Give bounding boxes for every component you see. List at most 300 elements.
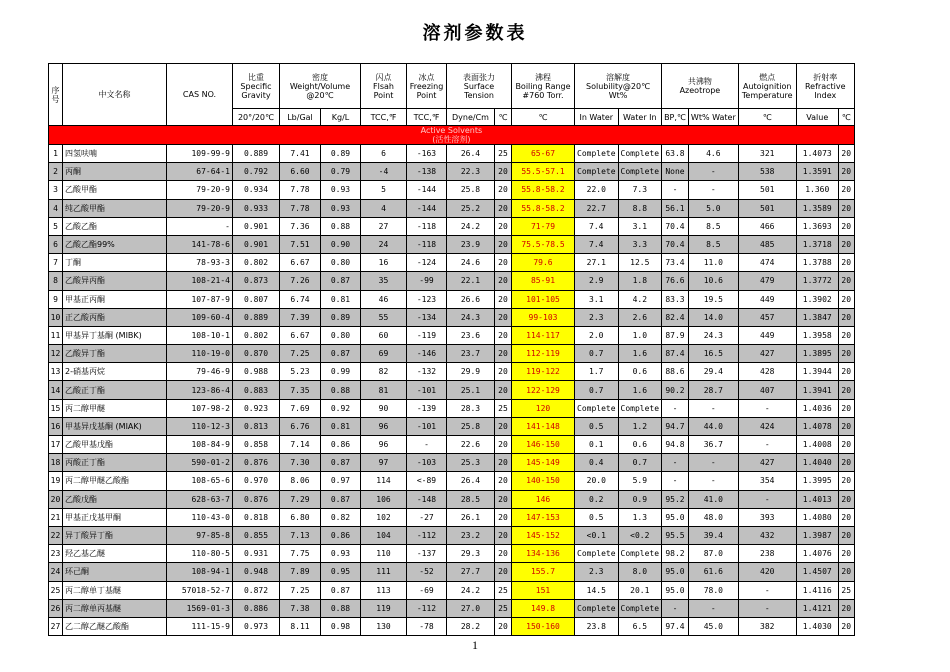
row-surface-tension-temp: 20: [495, 490, 512, 508]
row-name: 乙酸甲酯: [63, 181, 167, 199]
row-boiling-range: 155.7: [512, 563, 575, 581]
row-index: 22: [49, 526, 63, 544]
row-name: 乙酸正丁酯: [63, 381, 167, 399]
row-flash-point: 130: [361, 617, 407, 635]
row-azeotrope-wt: 41.0: [688, 490, 738, 508]
row-boiling-range: 75.5-78.5: [512, 235, 575, 253]
row-autoignition: 501: [738, 181, 796, 199]
row-water-in: 1.2: [618, 417, 662, 435]
row-lb-gal: 7.25: [280, 581, 321, 599]
row-name: 甲基正戊基甲酮: [63, 508, 167, 526]
row-specific-gravity: 0.901: [233, 235, 280, 253]
row-specific-gravity: 0.923: [233, 399, 280, 417]
row-index: 17: [49, 436, 63, 454]
header-index: 序号: [49, 64, 63, 126]
unit-sg: 20°/20℃: [233, 109, 280, 126]
row-surface-tension-temp: 20: [495, 290, 512, 308]
row-kg-l: 0.88: [321, 599, 361, 617]
row-refractive-temp: 20: [838, 472, 854, 490]
unit-surface-tension-temp: ℃: [495, 109, 512, 126]
row-azeotrope-wt: 24.3: [688, 326, 738, 344]
row-boiling-range: 146-150: [512, 436, 575, 454]
row-water-in: 0.7: [618, 454, 662, 472]
row-solubility-in-water: Complete: [575, 145, 619, 163]
row-name: 乙酸戊酯: [63, 490, 167, 508]
row-refractive-value: 1.3847: [796, 308, 838, 326]
row-flash-point: 96: [361, 436, 407, 454]
row-azeotrope-wt: -: [688, 399, 738, 417]
row-freezing-point: -132: [407, 363, 447, 381]
row-surface-tension: 27.7: [447, 563, 495, 581]
row-water-in: 12.5: [618, 254, 662, 272]
row-boiling-range: 55.8-58.2: [512, 181, 575, 199]
row-solubility-in-water: 3.1: [575, 290, 619, 308]
row-refractive-temp: 20: [838, 399, 854, 417]
row-name: 纯乙酸甲酯: [63, 199, 167, 217]
row-autoignition: 457: [738, 308, 796, 326]
row-kg-l: 0.90: [321, 235, 361, 253]
row-azeotrope-wt: 28.7: [688, 381, 738, 399]
row-refractive-temp: 20: [838, 308, 854, 326]
row-solubility-in-water: 2.3: [575, 308, 619, 326]
row-solubility-in-water: Complete: [575, 599, 619, 617]
row-water-in: <0.2: [618, 526, 662, 544]
table-row: [49, 272, 855, 290]
row-boiling-range: 101-105: [512, 290, 575, 308]
row-lb-gal: 7.78: [280, 181, 321, 199]
row-solubility-in-water: 0.1: [575, 436, 619, 454]
row-water-in: Complete: [618, 545, 662, 563]
row-boiling-range: 140-150: [512, 472, 575, 490]
row-cas: 123-86-4: [167, 381, 233, 399]
header-density: 密度 Weight/Volume @20℃: [280, 64, 361, 109]
row-lb-gal: 7.38: [280, 599, 321, 617]
row-boiling-range: 145-149: [512, 454, 575, 472]
row-refractive-value: 1.3718: [796, 235, 838, 253]
row-boiling-range: 119-122: [512, 363, 575, 381]
row-boiling-range: 55.8-58.2: [512, 199, 575, 217]
row-flash-point: 16: [361, 254, 407, 272]
table-row: [49, 145, 855, 163]
row-name: 丙二醇甲醚乙酸酯: [63, 472, 167, 490]
row-solubility-in-water: 27.1: [575, 254, 619, 272]
row-freezing-point: -99: [407, 272, 447, 290]
row-boiling-range: 99-103: [512, 308, 575, 326]
row-specific-gravity: 0.988: [233, 363, 280, 381]
row-name: 乙酸异丁酯: [63, 345, 167, 363]
row-autoignition: 427: [738, 345, 796, 363]
row-flash-point: 106: [361, 490, 407, 508]
row-kg-l: 0.93: [321, 545, 361, 563]
header-solubility: 溶解度 Solubility@20℃ Wt%: [575, 64, 662, 109]
row-azeotrope-wt: -: [688, 163, 738, 181]
row-water-in: 0.6: [618, 363, 662, 381]
row-refractive-value: 1.3895: [796, 345, 838, 363]
row-surface-tension-temp: 20: [495, 326, 512, 344]
row-freezing-point: -: [407, 436, 447, 454]
row-solubility-in-water: 20.0: [575, 472, 619, 490]
row-kg-l: 0.87: [321, 345, 361, 363]
row-surface-tension: 24.2: [447, 217, 495, 235]
row-surface-tension: 25.3: [447, 454, 495, 472]
row-lb-gal: 7.26: [280, 272, 321, 290]
row-refractive-temp: 20: [838, 436, 854, 454]
row-azeotrope-bp: 97.4: [662, 617, 689, 635]
row-refractive-temp: 20: [838, 235, 854, 253]
row-index: 7: [49, 254, 63, 272]
unit-freezing-point: TCC,℉: [407, 109, 447, 126]
row-water-in: 0.9: [618, 490, 662, 508]
row-refractive-value: 1.4080: [796, 508, 838, 526]
row-surface-tension: 25.2: [447, 199, 495, 217]
row-index: 21: [49, 508, 63, 526]
row-freezing-point: -144: [407, 181, 447, 199]
row-freezing-point: -118: [407, 235, 447, 253]
section-row: [49, 126, 855, 145]
row-index: 25: [49, 581, 63, 599]
row-surface-tension: 26.1: [447, 508, 495, 526]
row-kg-l: 0.93: [321, 181, 361, 199]
row-surface-tension-temp: 20: [495, 381, 512, 399]
row-cas: 107-98-2: [167, 399, 233, 417]
row-cas: 628-63-7: [167, 490, 233, 508]
row-boiling-range: 150-160: [512, 617, 575, 635]
row-name: 乙二醇乙醚乙酸酯: [63, 617, 167, 635]
row-azeotrope-bp: 73.4: [662, 254, 689, 272]
row-refractive-value: 1.360: [796, 181, 838, 199]
row-freezing-point: -134: [407, 308, 447, 326]
row-surface-tension-temp: 20: [495, 617, 512, 635]
row-refractive-value: 1.4040: [796, 454, 838, 472]
row-solubility-in-water: 2.0: [575, 326, 619, 344]
row-specific-gravity: 0.933: [233, 199, 280, 217]
row-water-in: 3.3: [618, 235, 662, 253]
row-specific-gravity: 0.872: [233, 581, 280, 599]
row-freezing-point: -123: [407, 290, 447, 308]
row-surface-tension-temp: 20: [495, 417, 512, 435]
row-refractive-temp: 20: [838, 217, 854, 235]
row-specific-gravity: 0.934: [233, 181, 280, 199]
row-azeotrope-bp: -: [662, 472, 689, 490]
row-flash-point: 113: [361, 581, 407, 599]
row-autoignition: -: [738, 436, 796, 454]
row-refractive-temp: 20: [838, 381, 854, 399]
unit-flash-point: TCC,℉: [361, 109, 407, 126]
row-kg-l: 0.80: [321, 254, 361, 272]
table-row: [49, 545, 855, 563]
header-azeotrope: 共沸物 Azeotrope: [662, 64, 739, 109]
row-solubility-in-water: 7.4: [575, 217, 619, 235]
row-solubility-in-water: 0.4: [575, 454, 619, 472]
row-specific-gravity: 0.802: [233, 326, 280, 344]
row-surface-tension: 23.2: [447, 526, 495, 544]
row-water-in: 7.3: [618, 181, 662, 199]
row-name: 2-硝基丙烷: [63, 363, 167, 381]
row-index: 2: [49, 163, 63, 181]
row-azeotrope-bp: 94.7: [662, 417, 689, 435]
row-autoignition: 427: [738, 454, 796, 472]
row-name: 丙二醇单丙基醚: [63, 599, 167, 617]
row-kg-l: 0.88: [321, 381, 361, 399]
row-surface-tension-temp: 25: [495, 599, 512, 617]
row-freezing-point: -69: [407, 581, 447, 599]
header-flash-point: 闪点 Flsah Point: [361, 64, 407, 109]
row-cas: 79-46-9: [167, 363, 233, 381]
row-cas: -: [167, 217, 233, 235]
row-lb-gal: 6.60: [280, 163, 321, 181]
unit-surface-tension: Dyne/Cm: [447, 109, 495, 126]
row-solubility-in-water: 0.7: [575, 381, 619, 399]
row-azeotrope-bp: 95.0: [662, 581, 689, 599]
row-name: 乙酸乙酯99%: [63, 235, 167, 253]
row-surface-tension-temp: 20: [495, 199, 512, 217]
row-index: 12: [49, 345, 63, 363]
row-specific-gravity: 0.870: [233, 345, 280, 363]
row-boiling-range: 151: [512, 581, 575, 599]
row-refractive-value: 1.3941: [796, 381, 838, 399]
row-solubility-in-water: 0.5: [575, 508, 619, 526]
row-name: 正乙酸丙酯: [63, 308, 167, 326]
row-flash-point: 90: [361, 399, 407, 417]
row-solubility-in-water: 0.5: [575, 417, 619, 435]
table-row: [49, 581, 855, 599]
row-azeotrope-bp: 95.0: [662, 563, 689, 581]
row-index: 20: [49, 490, 63, 508]
row-refractive-value: 1.4030: [796, 617, 838, 635]
table-row: [49, 363, 855, 381]
row-flash-point: 69: [361, 345, 407, 363]
row-flash-point: 24: [361, 235, 407, 253]
row-kg-l: 0.87: [321, 490, 361, 508]
row-azeotrope-bp: 87.4: [662, 345, 689, 363]
header-boiling-range: 沸程 Boiling Range #760 Torr.: [512, 64, 575, 109]
row-azeotrope-wt: -: [688, 599, 738, 617]
header-autoignition: 燃点 Autoignition Temperature: [738, 64, 796, 109]
row-lb-gal: 6.74: [280, 290, 321, 308]
row-water-in: 6.5: [618, 617, 662, 635]
row-lb-gal: 6.67: [280, 326, 321, 344]
row-index: 14: [49, 381, 63, 399]
row-azeotrope-bp: None: [662, 163, 689, 181]
row-lb-gal: 5.23: [280, 363, 321, 381]
row-azeotrope-bp: 98.2: [662, 545, 689, 563]
row-index: 3: [49, 181, 63, 199]
row-lb-gal: 7.29: [280, 490, 321, 508]
row-freezing-point: -144: [407, 199, 447, 217]
row-refractive-value: 1.4121: [796, 599, 838, 617]
row-lb-gal: 7.51: [280, 235, 321, 253]
row-kg-l: 0.80: [321, 326, 361, 344]
row-autoignition: 485: [738, 235, 796, 253]
row-boiling-range: 114-117: [512, 326, 575, 344]
row-lb-gal: 7.30: [280, 454, 321, 472]
table-row: [49, 163, 855, 181]
row-surface-tension-temp: 20: [495, 163, 512, 181]
row-refractive-value: 1.3944: [796, 363, 838, 381]
row-refractive-temp: 20: [838, 254, 854, 272]
row-azeotrope-bp: -: [662, 599, 689, 617]
row-autoignition: 238: [738, 545, 796, 563]
row-freezing-point: -101: [407, 381, 447, 399]
row-surface-tension: 22.1: [447, 272, 495, 290]
row-surface-tension: 24.3: [447, 308, 495, 326]
table-row: [49, 326, 855, 344]
row-refractive-temp: 20: [838, 617, 854, 635]
row-name: 四氢呋喃: [63, 145, 167, 163]
row-freezing-point: -103: [407, 454, 447, 472]
row-index: 23: [49, 545, 63, 563]
row-specific-gravity: 0.876: [233, 454, 280, 472]
row-index: 6: [49, 235, 63, 253]
row-azeotrope-wt: 8.5: [688, 217, 738, 235]
row-name: 丙酸正丁酯: [63, 454, 167, 472]
row-azeotrope-wt: -: [688, 454, 738, 472]
row-azeotrope-wt: 19.5: [688, 290, 738, 308]
row-autoignition: 474: [738, 254, 796, 272]
row-water-in: 1.3: [618, 508, 662, 526]
row-flash-point: 97: [361, 454, 407, 472]
row-water-in: 1.8: [618, 272, 662, 290]
row-solubility-in-water: 0.7: [575, 345, 619, 363]
row-lb-gal: 7.89: [280, 563, 321, 581]
row-surface-tension-temp: 20: [495, 217, 512, 235]
row-azeotrope-bp: 88.6: [662, 363, 689, 381]
row-index: 27: [49, 617, 63, 635]
row-lb-gal: 7.41: [280, 145, 321, 163]
row-autoignition: -: [738, 490, 796, 508]
header-cas: CAS NO.: [167, 64, 233, 126]
row-index: 10: [49, 308, 63, 326]
row-refractive-value: 1.3693: [796, 217, 838, 235]
row-water-in: Complete: [618, 399, 662, 417]
row-surface-tension: 22.3: [447, 163, 495, 181]
row-surface-tension: 22.6: [447, 436, 495, 454]
row-autoignition: 382: [738, 617, 796, 635]
row-freezing-point: -137: [407, 545, 447, 563]
row-azeotrope-bp: 70.4: [662, 235, 689, 253]
row-freezing-point: <-89: [407, 472, 447, 490]
row-cas: 79-20-9: [167, 199, 233, 217]
row-specific-gravity: 0.802: [233, 254, 280, 272]
row-kg-l: 0.86: [321, 526, 361, 544]
row-refractive-temp: 20: [838, 599, 854, 617]
row-kg-l: 0.97: [321, 472, 361, 490]
row-water-in: Complete: [618, 145, 662, 163]
row-lb-gal: 7.78: [280, 199, 321, 217]
row-flash-point: 104: [361, 526, 407, 544]
row-kg-l: 0.87: [321, 581, 361, 599]
row-name: 乙酸甲基戊酯: [63, 436, 167, 454]
row-name: 丙二醇单丁基醚: [63, 581, 167, 599]
row-kg-l: 0.81: [321, 417, 361, 435]
row-azeotrope-bp: -: [662, 399, 689, 417]
row-freezing-point: -27: [407, 508, 447, 526]
row-surface-tension-temp: 20: [495, 363, 512, 381]
row-specific-gravity: 0.813: [233, 417, 280, 435]
row-surface-tension: 25.1: [447, 381, 495, 399]
row-surface-tension-temp: 20: [495, 508, 512, 526]
row-azeotrope-bp: 76.6: [662, 272, 689, 290]
row-azeotrope-wt: 14.0: [688, 308, 738, 326]
table-row: [49, 436, 855, 454]
row-specific-gravity: 0.931: [233, 545, 280, 563]
row-flash-point: 81: [361, 381, 407, 399]
row-solubility-in-water: 7.4: [575, 235, 619, 253]
section-label: Active Solvents (活性溶剂): [49, 126, 855, 145]
row-lb-gal: 7.75: [280, 545, 321, 563]
row-surface-tension-temp: 20: [495, 181, 512, 199]
table-row: [49, 345, 855, 363]
row-refractive-temp: 20: [838, 454, 854, 472]
row-cas: 141-78-6: [167, 235, 233, 253]
row-boiling-range: 85-91: [512, 272, 575, 290]
row-boiling-range: 141-148: [512, 417, 575, 435]
row-boiling-range: 146: [512, 490, 575, 508]
row-surface-tension-temp: 20: [495, 545, 512, 563]
row-solubility-in-water: <0.1: [575, 526, 619, 544]
unit-azeotrope-wt: Wt% Water: [688, 109, 738, 126]
row-name: 甲基异戊基酮 (MIAK): [63, 417, 167, 435]
row-azeotrope-wt: 44.0: [688, 417, 738, 435]
unit-solubility-in-water: In Water: [575, 109, 619, 126]
row-solubility-in-water: Complete: [575, 545, 619, 563]
row-boiling-range: 134-136: [512, 545, 575, 563]
row-autoignition: 501: [738, 199, 796, 217]
row-name: 乙酸异丙酯: [63, 272, 167, 290]
unit-refractive-value: Value: [796, 109, 838, 126]
row-refractive-temp: 20: [838, 145, 854, 163]
row-refractive-temp: 20: [838, 163, 854, 181]
row-refractive-temp: 25: [838, 581, 854, 599]
unit-azeotrope-bp: BP,℃: [662, 109, 689, 126]
row-azeotrope-bp: 95.5: [662, 526, 689, 544]
row-lb-gal: 7.35: [280, 381, 321, 399]
table-row: [49, 181, 855, 199]
row-flash-point: 96: [361, 417, 407, 435]
row-refractive-temp: 20: [838, 563, 854, 581]
header-specific-gravity: 比重 Specific Gravity: [233, 64, 280, 109]
row-refractive-temp: 20: [838, 545, 854, 563]
row-specific-gravity: 0.901: [233, 217, 280, 235]
row-azeotrope-bp: 95.0: [662, 508, 689, 526]
row-water-in: 0.6: [618, 436, 662, 454]
row-azeotrope-wt: 10.6: [688, 272, 738, 290]
row-water-in: Complete: [618, 163, 662, 181]
row-cas: 79-20-9: [167, 181, 233, 199]
row-index: 24: [49, 563, 63, 581]
row-kg-l: 0.89: [321, 145, 361, 163]
row-autoignition: 354: [738, 472, 796, 490]
row-azeotrope-bp: -: [662, 181, 689, 199]
header-surface-tension: 表面张力 Surface Tension: [447, 64, 512, 109]
row-autoignition: 538: [738, 163, 796, 181]
table-row: [49, 490, 855, 508]
row-cas: 97-85-8: [167, 526, 233, 544]
row-name: 环己酮: [63, 563, 167, 581]
row-specific-gravity: 0.889: [233, 308, 280, 326]
row-cas: 110-19-0: [167, 345, 233, 363]
row-surface-tension-temp: 20: [495, 308, 512, 326]
row-surface-tension-temp: 20: [495, 563, 512, 581]
row-name: 甲基异丁基酮 (MIBK): [63, 326, 167, 344]
row-specific-gravity: 0.873: [233, 272, 280, 290]
row-surface-tension: 27.0: [447, 599, 495, 617]
row-kg-l: 0.79: [321, 163, 361, 181]
row-refractive-temp: 20: [838, 290, 854, 308]
row-boiling-range: 122-129: [512, 381, 575, 399]
row-autoignition: 449: [738, 326, 796, 344]
row-specific-gravity: 0.883: [233, 381, 280, 399]
